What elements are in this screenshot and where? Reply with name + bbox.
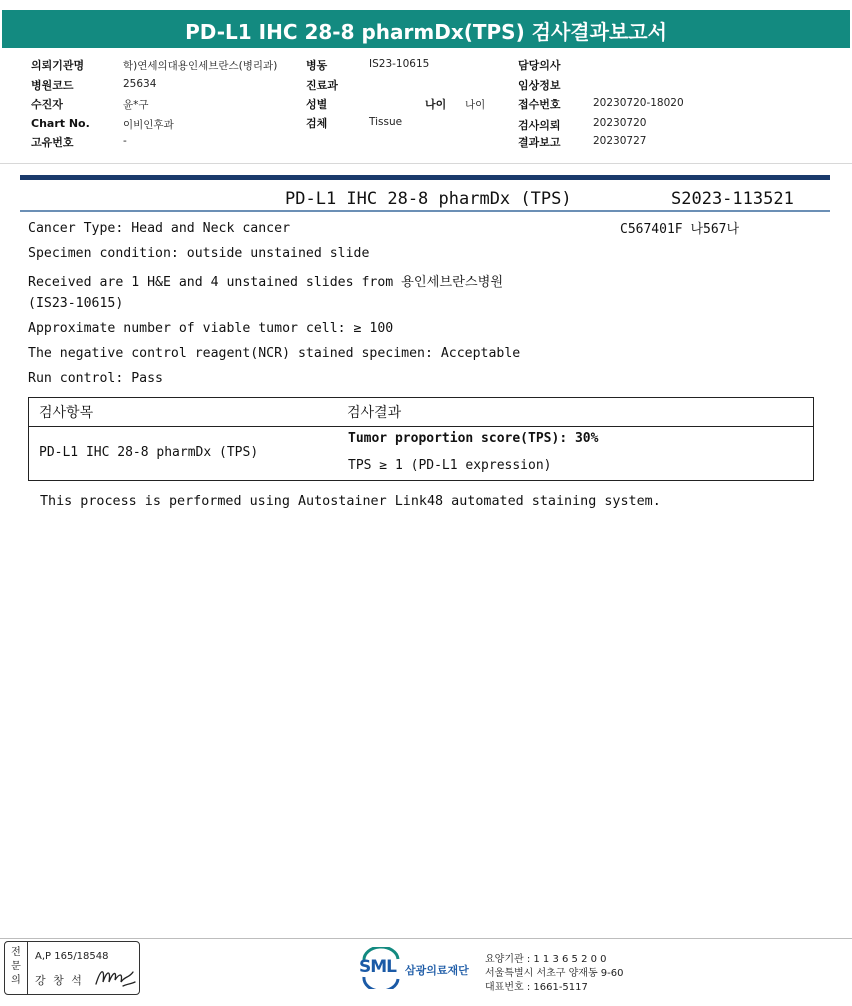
unique-no-label: 고유번호: [31, 136, 74, 149]
report-title-rule: [20, 210, 830, 212]
institution-label: 의뢰기관명: [31, 59, 85, 72]
doctor-label: 담당의사: [518, 59, 561, 72]
col-header-result: 검사결과: [347, 405, 402, 421]
phone-line: 대표번호 : 1661-5117: [485, 982, 588, 993]
info-divider: [0, 163, 852, 164]
report-header-title: PD-L1 IHC 28-8 pharmDx(TPS) 검사결과보고서: [185, 20, 667, 44]
line-received-slides: Received are 1 H&E and 4 unstained slides from 용인세브란스병원: [28, 275, 504, 290]
request-label: 검사의뢰: [518, 119, 561, 132]
report-test-title: PD-L1 IHC 28-8 pharmDx (TPS): [285, 189, 572, 209]
line-reference-no: (IS23-10615): [28, 296, 124, 311]
line-tumor-cell: Approximate number of viable tumor cell: ≥ 100: [28, 321, 394, 336]
report-code: C567401F 나567나: [620, 222, 740, 237]
chart-no-label: Chart No.: [31, 117, 90, 130]
stamp-side-label: 전문의: [11, 947, 21, 986]
process-note: This process is performed using Autostainer Link48 automated staining system.: [40, 494, 661, 509]
age-label: 나이: [425, 98, 447, 111]
ward-value: IS23-10615: [369, 58, 430, 70]
org-name: 삼광의료재단: [405, 964, 469, 977]
report-top-rule: [20, 175, 830, 180]
report-date-label: 결과보고: [518, 136, 561, 149]
line-negative-control: The negative control reagent(NCR) stained specimen: Acceptable: [28, 346, 521, 361]
result-table-header-rule: [29, 426, 813, 427]
signature-icon: [93, 964, 137, 990]
receipt-value: 20230720-18020: [593, 97, 684, 109]
table-cell-item: PD-L1 IHC 28-8 pharmDx (TPS): [39, 445, 259, 460]
chart-no-value: 이비인후과: [123, 119, 174, 131]
patient-value: 윤*구: [123, 99, 149, 111]
report-title-bar: [2, 10, 850, 48]
hospital-code-label: 병원코드: [31, 79, 74, 92]
report-date-value: 20230727: [593, 135, 647, 147]
hospital-code-value: 25634: [123, 78, 157, 90]
line-specimen-condition: Specimen condition: outside unstained slide: [28, 246, 370, 261]
specimen-value: Tissue: [369, 116, 403, 128]
dept-label: 진료과: [306, 79, 338, 92]
patient-label: 수진자: [31, 98, 63, 111]
unique-no-value: -: [123, 135, 127, 147]
stamp-name: 강 창 석: [35, 974, 84, 987]
table-cell-tps-score: Tumor proportion score(TPS): 30%: [348, 431, 599, 446]
clinical-label: 임상정보: [518, 79, 561, 92]
age-value: 나이: [465, 99, 486, 111]
address-line: 서울특별시 서초구 양재동 9-60: [485, 968, 624, 979]
footer-divider: [0, 938, 852, 939]
line-cancer-type: Cancer Type: Head and Neck cancer: [28, 221, 291, 236]
institution-value: 학)연세의대용인세브란스(병리과): [123, 60, 278, 72]
table-cell-tps-interpretation: TPS ≥ 1 (PD-L1 expression): [348, 458, 552, 473]
sml-logo-text: SML: [359, 957, 396, 977]
report-number: S2023-113521: [671, 189, 794, 209]
sex-label: 성별: [306, 98, 328, 111]
result-table: [28, 397, 814, 481]
receipt-label: 접수번호: [518, 98, 561, 111]
institution-code-line: 요양기관 : 1 1 3 6 5 2 0 0: [485, 954, 607, 965]
specimen-label: 검체: [306, 117, 328, 130]
pathologist-stamp: [4, 941, 140, 995]
request-value: 20230720: [593, 117, 647, 129]
stamp-code: A,P 165/18548: [35, 951, 109, 962]
ward-label: 병동: [306, 59, 328, 72]
line-run-control: Run control: Pass: [28, 371, 163, 386]
stamp-side-column: [5, 942, 28, 994]
col-header-item: 검사항목: [39, 405, 94, 421]
